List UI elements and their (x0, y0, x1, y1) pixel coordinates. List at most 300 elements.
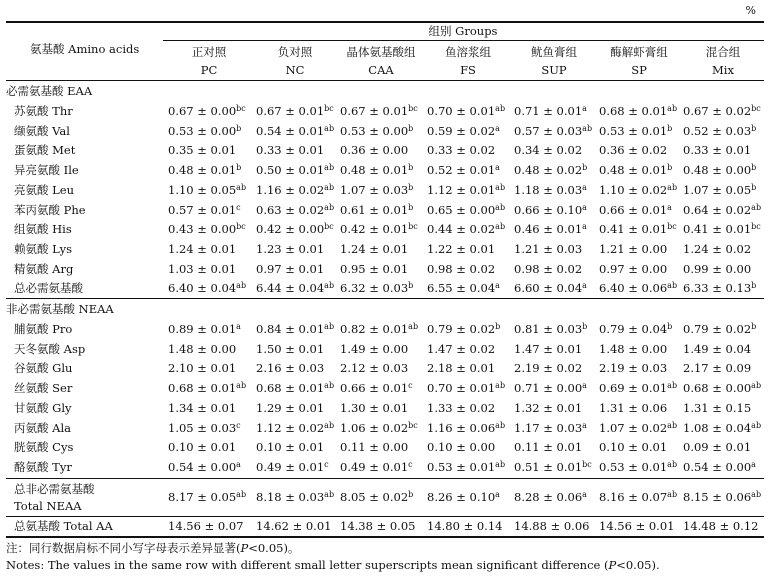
value-cell (683, 222, 761, 236)
significance-letter: bc (667, 222, 677, 231)
value-cell (683, 440, 751, 454)
value-text: 0.54 ± 0.01 (256, 124, 325, 138)
value-cell (599, 519, 674, 533)
value-text: 1.07 ± 0.02 (599, 421, 668, 435)
value-text: 0.11 ± 0.01 (514, 440, 583, 454)
value-text: 1.10 ± 0.02 (599, 183, 668, 197)
value-text: 14.80 ± 0.14 (427, 519, 503, 533)
value-text: 1.06 ± 0.02 (340, 421, 409, 435)
row-label: 酪氨酸 Tyr (14, 460, 72, 474)
value-text: 0.79 ± 0.02 (427, 322, 496, 336)
row-label: 总必需氨基酸 (14, 281, 83, 295)
value-cell (683, 519, 758, 533)
value-cell (340, 163, 413, 177)
value-cell (427, 203, 505, 217)
value-text: 1.07 ± 0.03 (340, 183, 409, 197)
value-text: 2.18 ± 0.01 (427, 361, 496, 375)
value-text: 14.56 ± 0.01 (599, 519, 675, 533)
row-label: 甘氨酸 Gly (14, 401, 72, 415)
value-cell (599, 222, 677, 236)
total-neaa-label-en: Total NEAA (14, 499, 82, 513)
value-cell (340, 519, 415, 533)
significance-letter: a (582, 490, 587, 499)
value-cell (427, 421, 505, 435)
value-cell (256, 242, 324, 256)
value-text: 6.33 ± 0.13 (683, 281, 752, 295)
value-cell (256, 361, 324, 375)
value-cell (340, 262, 408, 276)
value-cell (514, 163, 587, 177)
significance-letter: a (236, 322, 241, 331)
column-header-en: SP (631, 63, 647, 77)
value-text: 0.70 ± 0.01 (427, 381, 496, 395)
note-en: Notes: The values in the same row with different small letter superscripts mean significant difference (P<0.05). (6, 558, 660, 572)
significance-letter: bc (324, 222, 334, 231)
value-text: 6.40 ± 0.06 (599, 281, 668, 295)
value-text: 1.18 ± 0.03 (514, 183, 583, 197)
value-text: 0.53 ± 0.00 (340, 124, 409, 138)
value-cell (514, 342, 582, 356)
value-text: 0.71 ± 0.00 (514, 381, 583, 395)
value-text: 0.68 ± 0.01 (168, 381, 237, 395)
value-cell (599, 203, 672, 217)
value-cell (256, 203, 334, 217)
value-cell (168, 124, 241, 138)
value-cell (599, 440, 667, 454)
value-text: 0.46 ± 0.01 (514, 222, 583, 236)
value-cell (168, 421, 241, 435)
significance-letter: b (582, 163, 588, 172)
significance-letter: b (667, 124, 673, 133)
value-cell (427, 322, 500, 336)
value-text: 14.62 ± 0.01 (256, 519, 332, 533)
value-cell (514, 421, 587, 435)
value-cell (427, 183, 505, 197)
value-cell (599, 401, 667, 415)
significance-letter: ab (667, 421, 678, 430)
value-text: 0.36 ± 0.00 (340, 143, 409, 157)
value-cell (514, 381, 587, 395)
row-label: 丝氨酸 Ser (14, 381, 73, 395)
row-label: 亮氨酸 Leu (14, 183, 75, 197)
value-cell (168, 104, 246, 118)
value-cell (599, 242, 667, 256)
value-cell (514, 124, 592, 138)
value-cell (168, 203, 241, 217)
value-cell (599, 490, 677, 504)
significance-letter: ab (667, 183, 678, 192)
significance-letter: ab (582, 124, 593, 133)
significance-letter: a (667, 203, 672, 212)
row-label: 蛋氨酸 Met (14, 143, 76, 157)
value-text: 8.15 ± 0.06 (683, 490, 752, 504)
value-cell (256, 183, 334, 197)
value-text: 0.64 ± 0.02 (683, 203, 752, 217)
value-text: 0.10 ± 0.01 (168, 440, 237, 454)
value-text: 1.49 ± 0.04 (683, 342, 752, 356)
value-cell (683, 262, 751, 276)
value-cell (683, 242, 751, 256)
value-cell (427, 519, 502, 533)
value-text: 0.59 ± 0.02 (427, 124, 496, 138)
value-cell (168, 143, 236, 157)
value-cell (427, 143, 495, 157)
column-header-en: SUP (541, 63, 567, 77)
significance-letter: ab (408, 322, 419, 331)
value-cell (599, 361, 667, 375)
value-text: 0.63 ± 0.02 (256, 203, 325, 217)
value-text: 0.53 ± 0.01 (599, 460, 668, 474)
value-text: 0.51 ± 0.01 (514, 460, 583, 474)
value-cell (256, 124, 334, 138)
value-cell (168, 519, 243, 533)
significance-letter: ab (667, 460, 678, 469)
significance-letter: ab (324, 322, 335, 331)
value-cell (340, 421, 418, 435)
significance-letter: b (495, 322, 501, 331)
significance-letter: ab (236, 381, 247, 390)
value-text: 0.48 ± 0.01 (340, 163, 409, 177)
value-text: 0.43 ± 0.00 (168, 222, 237, 236)
value-text: 14.88 ± 0.06 (514, 519, 590, 533)
value-text: 1.50 ± 0.01 (256, 342, 325, 356)
value-text: 0.50 ± 0.01 (256, 163, 325, 177)
value-cell (683, 381, 761, 395)
value-text: 14.48 ± 0.12 (683, 519, 759, 533)
value-text: 0.67 ± 0.01 (340, 104, 409, 118)
row-label: 胱氨酸 Cys (14, 440, 74, 454)
value-cell (168, 440, 236, 454)
value-text: 0.82 ± 0.01 (340, 322, 409, 336)
significance-letter: bc (408, 104, 418, 113)
value-cell (599, 421, 677, 435)
row-label: 脯氨酸 Pro (14, 322, 73, 336)
significance-letter: ab (324, 281, 335, 290)
section-title: 必需氨基酸 EAA (6, 84, 93, 98)
value-cell (427, 440, 495, 454)
value-text: 0.79 ± 0.04 (599, 322, 668, 336)
value-cell (340, 440, 408, 454)
value-text: 2.16 ± 0.03 (256, 361, 325, 375)
value-text: 0.68 ± 0.01 (256, 381, 325, 395)
value-text: 0.57 ± 0.01 (168, 203, 237, 217)
value-text: 0.49 ± 0.01 (256, 460, 325, 474)
value-text: 0.57 ± 0.03 (514, 124, 583, 138)
column-header-cn: 正对照 (191, 45, 227, 59)
value-cell (599, 104, 677, 118)
value-text: 1.49 ± 0.00 (340, 342, 409, 356)
significance-letter: a (495, 281, 500, 290)
value-cell (168, 262, 236, 276)
value-cell (168, 281, 246, 295)
value-text: 1.33 ± 0.02 (427, 401, 496, 415)
value-text: 0.33 ± 0.01 (256, 143, 325, 157)
value-text: 0.67 ± 0.00 (168, 104, 237, 118)
value-text: 1.12 ± 0.01 (427, 183, 496, 197)
value-text: 6.32 ± 0.03 (340, 281, 409, 295)
value-cell (599, 460, 677, 474)
significance-letter: ab (667, 490, 678, 499)
value-text: 1.16 ± 0.02 (256, 183, 325, 197)
significance-letter: b (408, 203, 414, 212)
value-cell (427, 262, 495, 276)
value-text: 1.10 ± 0.05 (168, 183, 237, 197)
total-neaa-label-cn: 总非必需氨基酸 (14, 482, 95, 496)
significance-letter: a (495, 124, 500, 133)
significance-letter: ab (495, 421, 506, 430)
value-text: 8.17 ± 0.05 (168, 490, 237, 504)
value-text: 0.98 ± 0.02 (427, 262, 496, 276)
group-label: 组别 Groups (428, 24, 498, 38)
significance-letter: ab (667, 104, 678, 113)
value-cell (256, 222, 334, 236)
value-text: 14.56 ± 0.07 (168, 519, 244, 533)
significance-letter: ab (667, 281, 678, 290)
value-cell (256, 342, 324, 356)
value-text: 0.10 ± 0.01 (256, 440, 325, 454)
value-cell (340, 361, 408, 375)
significance-letter: b (582, 322, 588, 331)
total-neaa-separator (6, 478, 764, 479)
significance-letter: ab (324, 490, 335, 499)
value-cell (683, 104, 761, 118)
value-text: 1.29 ± 0.01 (256, 401, 325, 415)
value-text: 1.31 ± 0.15 (683, 401, 752, 415)
value-text: 0.97 ± 0.01 (256, 262, 325, 276)
value-cell (599, 342, 667, 356)
significance-letter: a (236, 460, 241, 469)
value-cell (514, 460, 592, 474)
value-cell (599, 163, 672, 177)
significance-letter: ab (667, 381, 678, 390)
value-cell (514, 262, 582, 276)
value-text: 0.70 ± 0.01 (427, 104, 496, 118)
value-text: 0.66 ± 0.01 (599, 203, 668, 217)
significance-letter: a (495, 490, 500, 499)
significance-letter: a (582, 203, 587, 212)
value-cell (683, 460, 756, 474)
value-cell (256, 281, 334, 295)
value-cell (168, 381, 246, 395)
significance-letter: b (408, 183, 414, 192)
value-cell (256, 460, 329, 474)
value-text: 1.22 ± 0.01 (427, 242, 496, 256)
significance-letter: b (751, 183, 757, 192)
value-cell (256, 421, 334, 435)
value-text: 6.44 ± 0.04 (256, 281, 325, 295)
column-header-cn: 负对照 (277, 45, 313, 59)
column-header-en: PC (200, 63, 218, 77)
significance-letter: b (236, 124, 242, 133)
significance-letter: bc (582, 460, 592, 469)
column-header-cn: 晶体氨基酸组 (346, 45, 416, 59)
significance-letter: ab (495, 183, 506, 192)
total-aa-separator (6, 516, 764, 517)
value-text: 0.42 ± 0.00 (256, 222, 325, 236)
value-cell (427, 342, 495, 356)
value-cell (599, 281, 677, 295)
value-text: 0.34 ± 0.02 (514, 143, 583, 157)
value-cell (514, 203, 587, 217)
value-cell (683, 322, 756, 336)
significance-letter: b (667, 163, 673, 172)
value-text: 1.03 ± 0.01 (168, 262, 237, 276)
significance-letter: a (582, 104, 587, 113)
value-cell (168, 342, 236, 356)
value-cell (599, 124, 672, 138)
value-cell (514, 242, 582, 256)
value-text: 0.52 ± 0.01 (427, 163, 496, 177)
column-header-en: NC (285, 63, 305, 77)
value-cell (683, 203, 761, 217)
value-cell (168, 222, 246, 236)
row-label: 异亮氨酸 Ile (14, 163, 79, 177)
significance-letter: b (751, 163, 757, 172)
significance-letter: a (582, 281, 587, 290)
value-text: 6.55 ± 0.04 (427, 281, 496, 295)
significance-letter: bc (236, 222, 246, 231)
value-cell (168, 460, 241, 474)
value-cell (256, 322, 334, 336)
value-text: 0.10 ± 0.01 (599, 440, 668, 454)
value-text: 0.98 ± 0.02 (514, 262, 583, 276)
value-cell (340, 322, 418, 336)
value-text: 1.48 ± 0.00 (599, 342, 668, 356)
significance-letter: bc (408, 421, 418, 430)
value-cell (168, 183, 246, 197)
value-cell (599, 143, 667, 157)
value-text: 0.54 ± 0.00 (168, 460, 237, 474)
value-text: 0.48 ± 0.01 (168, 163, 237, 177)
significance-letter: c (324, 460, 329, 469)
value-cell (340, 143, 408, 157)
significance-letter: b (751, 124, 757, 133)
value-text: 1.08 ± 0.04 (683, 421, 752, 435)
value-cell (683, 143, 751, 157)
value-cell (256, 381, 334, 395)
value-text: 6.60 ± 0.04 (514, 281, 583, 295)
value-cell (256, 401, 324, 415)
significance-letter: ab (236, 281, 247, 290)
value-text: 0.53 ± 0.01 (599, 124, 668, 138)
value-text: 1.16 ± 0.06 (427, 421, 496, 435)
value-text: 8.18 ± 0.03 (256, 490, 325, 504)
value-text: 0.84 ± 0.01 (256, 322, 325, 336)
top-rule (6, 21, 764, 23)
value-cell (514, 440, 582, 454)
group-underline (163, 40, 764, 41)
value-text: 1.05 ± 0.03 (168, 421, 237, 435)
value-text: 1.32 ± 0.01 (514, 401, 583, 415)
significance-letter: bc (751, 222, 761, 231)
value-cell (256, 143, 324, 157)
significance-letter: b (751, 322, 757, 331)
total-aa-label: 总氨基酸 Total AA (14, 519, 113, 533)
significance-letter: ab (324, 163, 335, 172)
value-text: 0.97 ± 0.00 (599, 262, 668, 276)
significance-letter: c (408, 460, 413, 469)
value-cell (683, 281, 756, 295)
value-cell (340, 401, 408, 415)
value-cell (683, 124, 756, 138)
value-text: 0.67 ± 0.01 (256, 104, 325, 118)
value-cell (340, 183, 413, 197)
significance-letter: b (751, 281, 757, 290)
value-text: 1.34 ± 0.01 (168, 401, 237, 415)
value-text: 2.12 ± 0.03 (340, 361, 409, 375)
significance-letter: ab (751, 381, 762, 390)
significance-letter: ab (324, 421, 335, 430)
value-cell (427, 104, 505, 118)
value-text: 0.99 ± 0.00 (683, 262, 752, 276)
significance-letter: ab (236, 490, 247, 499)
value-cell (514, 361, 582, 375)
unit-label: % (745, 4, 756, 17)
value-cell (683, 490, 761, 504)
value-text: 0.53 ± 0.01 (427, 460, 496, 474)
note-cn: 注：同行数据肩标不同小写字母表示差异显著(P<0.05)。 (6, 541, 300, 555)
significance-letter: bc (751, 104, 761, 113)
value-text: 0.10 ± 0.00 (427, 440, 496, 454)
value-text: 2.19 ± 0.03 (599, 361, 668, 375)
significance-letter: b (236, 163, 242, 172)
significance-letter: a (495, 163, 500, 172)
value-text: 0.48 ± 0.00 (683, 163, 752, 177)
row-label: 缬氨酸 Val (14, 124, 70, 138)
value-cell (427, 490, 500, 504)
value-cell (514, 143, 582, 157)
value-cell (599, 262, 667, 276)
value-cell (340, 124, 413, 138)
value-text: 1.07 ± 0.05 (683, 183, 752, 197)
value-cell (599, 183, 677, 197)
value-cell (514, 401, 582, 415)
significance-letter: c (236, 421, 241, 430)
row-label: 谷氨酸 Glu (14, 361, 73, 375)
significance-letter: b (667, 322, 673, 331)
value-text: 0.52 ± 0.03 (683, 124, 752, 138)
significance-letter: ab (495, 460, 506, 469)
column-header-cn: 鱿鱼膏组 (531, 45, 577, 59)
value-cell (514, 519, 589, 533)
significance-letter: ab (495, 203, 506, 212)
value-text: 0.09 ± 0.01 (683, 440, 752, 454)
value-cell (599, 381, 677, 395)
value-cell (683, 401, 751, 415)
value-text: 0.33 ± 0.01 (683, 143, 752, 157)
value-text: 0.65 ± 0.00 (427, 203, 496, 217)
value-text: 0.33 ± 0.02 (427, 143, 496, 157)
value-cell (683, 342, 751, 356)
significance-letter: ab (751, 421, 762, 430)
row-label: 组氨酸 His (14, 222, 72, 236)
value-text: 8.28 ± 0.06 (514, 490, 583, 504)
value-cell (340, 203, 413, 217)
column-header-cn: 混合组 (705, 45, 741, 59)
value-text: 2.10 ± 0.01 (168, 361, 237, 375)
significance-letter: bc (324, 104, 334, 113)
value-cell (683, 421, 761, 435)
value-cell (427, 281, 500, 295)
value-cell (256, 440, 324, 454)
value-text: 0.71 ± 0.01 (514, 104, 583, 118)
value-cell (168, 401, 236, 415)
value-cell (256, 262, 324, 276)
value-text: 14.38 ± 0.05 (340, 519, 416, 533)
value-cell (683, 163, 756, 177)
value-cell (340, 490, 413, 504)
column-header-cn: 鱼溶浆组 (445, 45, 491, 59)
